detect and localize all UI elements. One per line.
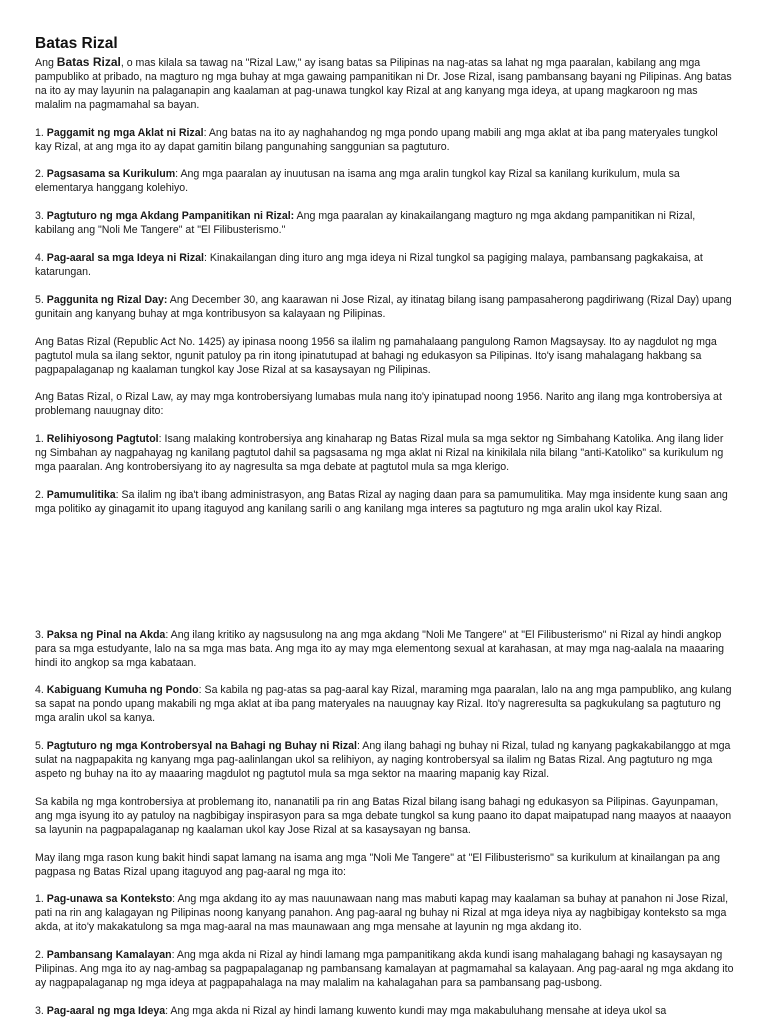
provision-item (35, 294, 734, 322)
item-number: 2. (35, 488, 47, 501)
item-heading: Pag-aaral sa mga Ideya ni Rizal (46, 252, 204, 265)
item-text: : Isang malaking kontrobersiya ang kinaharap ng Batas Rizal mula sa mga sektor ng Simbahang Katolika. Ang ilang lider ng Simbahan ay nagpahayag ng kanilang pagtutol dahil sa pagsasama ng mga aklat ni Rizal na kinikilala nila bilang "anti-Katoliko" sa kurikulum ng mga paaralan. Ang kontrobersiyang ito ay nagresulta sa mga debate at pagtutol mula sa mga klerigo. (35, 433, 724, 474)
item-number: 1. (35, 433, 47, 446)
item-number: 5. (35, 293, 47, 306)
item-text: : Ang mga akdang ito ay mas nauunawaan nang mas mabuti kapag may kaalaman sa buhay at panahon ni Jose Rizal, pati na rin ang kalagayan ng Pilipinas noong kanyang panahon. Ang pag-aaral ng buhay ni Rizal at mga ideya niya ay nagbibigay konteksto sa mga akda, at ito'y makakatulong sa mga mag-aaral na mas maunawaan ang mga mensahe at layunin ng mga akdang ito. (35, 893, 729, 934)
item-text: : Ang mga akda ni Rizal ay hindi lamang mga pampanitikang akda kundi isang mahalagang bahagi ng kasaysayan ng Pilipinas. Ang mga ito ay nag-ambag sa pagpapalaganap ng pambansang kamalayan at pagmamahal sa kalayaan. Ang pag-aaral ng mga akdang ito ay nagpapalaganap ng mga ideya at pagpapahalaga na may malalim na kahalagahan para sa pambansang pag-usbong. (35, 949, 734, 989)
item-text: : Ang mga paaralan ay inuutusan na isama ang mga aralin tungkol kay Rizal sa kanilang kurikulum, mula sa elementarya hanggang kolehiyo. (35, 168, 680, 195)
page-title: Batas Rizal (35, 35, 118, 52)
item-number: 2. (35, 168, 47, 181)
controversy-item (35, 489, 734, 517)
history-paragraph: Ang Batas Rizal (Republic Act No. 1425) ay ipinasa noong 1956 sa ilalim ng pamahalaang pangulong Ramon Magsaysay. Ito ay nagdulot ng mga pagtutol mula sa ilang sektor, ngunit patuloy pa rin itong ipinatutupad at bahagi ng edukasyon sa Pilipinas. Ito'y isang mahalagang hakbang sa pagpapalaganap ng kaalaman tungkol kay Jose Rizal at sa kasaysayan ng Pilipinas. (35, 335, 717, 376)
item-text: : Kinakailangan ding ituro ang mga ideya ni Rizal tungkol sa pagiging malaya, pambansang pagkakaisa, at katarungan. (35, 252, 703, 278)
intro-pre: Ang (35, 57, 57, 69)
item-number: 3. (35, 1004, 47, 1017)
page-break-gap (35, 531, 734, 629)
item-text: : Sa kabila ng pag-atas sa pag-aaral kay Rizal, maraming mga paaralan, lalo na ang mga pampubliko, ang kulang sa sapat na pondo upang makabili ng mga aklat at iba pang materyales na nauugnay kay Rizal. Ito'y nagreresulta sa pagkukulang sa pagtuturo ng mga aralin ukol sa kanya. (35, 684, 732, 725)
item-heading: Paggunita ng Rizal Day: (46, 293, 168, 306)
reason-item (35, 893, 734, 935)
item-heading: Pagtuturo ng mga Akdang Pampanitikan ni Rizal: (46, 210, 295, 223)
intro-paragraph (35, 56, 734, 113)
item-number: 5. (35, 740, 47, 753)
item-text: Ang December 30, ang kaarawan ni Jose Rizal, ay itinatag bilang isang pampasaherong pagdiriwang (Rizal Day) upang gunitain ang kanyang buhay at mga kontribusyon sa kalayaan ng Pilipinas. (35, 293, 732, 320)
controversy-item (35, 433, 734, 475)
item-heading: Relihiyosong Pagtutol (46, 433, 159, 446)
item-heading: Pambansang Kamalayan (46, 949, 172, 962)
item-text: : Sa ilalim ng iba't ibang administrasyon, ang Batas Rizal ay naging daan para sa pamumulitika. May mga insidente kung saan ang mga politiko ay ginagamit ito upang itaguyod ang kanilang sarili o ang kanilang mga interes sa pagtuturo ng mga aralin ukol kay Rizal. (35, 488, 728, 515)
intro-text: , o mas kilala sa tawag na "Rizal Law," ay isang batas sa Pilipinas na nag-atas sa lahat ng mga paaralan, kabilang ang mga pampubliko at pribado, na magturo ng mga buhay at mga gawaing pampanitikan ni Dr. Jose Rizal, isang pambansang bayani ng Pilipinas. Ang batas na ito ay may layunin na palaganapin ang kaalaman at pag-unawa tungkol kay Rizal at ang kanyang mga ideya, at upang magkaroon ng mas malalim na pagmamahal sa bayan. (35, 57, 732, 111)
item-text: : Ang mga akda ni Rizal ay hindi lamang kuwento kundi may mga makabuluhang mensahe at ideya ukol sa (165, 1004, 667, 1017)
item-number: 4. (35, 252, 47, 265)
controversy-item (35, 629, 734, 671)
item-number: 2. (35, 949, 47, 962)
controversy-intro-paragraph: Ang Batas Rizal, o Rizal Law, ay may mga kontrobersiyang lumabas mula nang ito'y ipinatupad noong 1956. Narito ang ilang mga kontrobersiya at problemang nauugnay dito: (35, 391, 722, 418)
provision-item (35, 210, 734, 238)
item-heading: Pag-unawa sa Konteksto (46, 893, 173, 906)
provision-item (35, 127, 734, 155)
item-number: 1. (35, 126, 47, 139)
provision-item (35, 252, 734, 280)
intro-bold: Batas Rizal (56, 55, 121, 69)
item-text: : Ang ilang bahagi ng buhay ni Rizal, tulad ng kanyang pagkakabilanggo at mga sulat na nagpapakita ng kanyang mga pag-aalinlangan ukol sa relihiyon, ay naging kontrobersyal sa ilalim ng Batas Rizal. Ang pagtuturo ng mga aspeto ng buhay na ito ay maaaring magdulot ng pagtutol mula sa mga sektor na maaring mapanig kay Rizal. (35, 740, 731, 780)
item-number: 1. (35, 893, 47, 906)
item-number: 4. (35, 684, 47, 697)
reason-item (35, 1005, 734, 1019)
item-text: : Ang ilang kritiko ay nagsusulong na ang mga akdang "Noli Me Tangere" at "El Filibusterismo" ni Rizal ay hindi angkop para sa mga estudyante, lalo na sa mga mas bata. Ang mga ito ay may mga elementong sexual at karahasan, at may mga nag-aalala na maaaring hindi ito angkop sa mga kabataan. (35, 628, 724, 669)
item-heading: Paggamit ng mga Aklat ni Rizal (46, 126, 204, 139)
reason-item (35, 949, 734, 991)
item-number: 3. (35, 210, 47, 223)
item-heading: Pag-aaral ng mga Ideya (46, 1004, 166, 1017)
item-text: Ang mga paaralan ay kinakailangang magturo ng mga akdang pampanitikan ni Rizal, kabilang ang "Noli Me Tangere" at "El Filibusterismo." (35, 210, 696, 237)
controversy-item (35, 740, 734, 782)
item-heading: Paksa ng Pinal na Akda (46, 628, 166, 641)
reasons-intro-paragraph: May ilang mga rason kung bakit hindi sapat lamang na isama ang mga "Noli Me Tangere" at "El Filibusterismo" sa kurikulum at kinailangan pa ang pagpasa ng Batas Rizal upang itaguyod ang pag-aaral ng mga ito: (35, 851, 720, 878)
conclusion-paragraph: Sa kabila ng mga kontrobersiya at problemang ito, nananatili pa rin ang Batas Rizal bilang isang bahagi ng edukasyon sa Pilipinas. Gayunpaman, ang mga isyung ito ay patuloy na nagbibigay inspirasyon para sa mga debate tungkol sa kung paano ito dapat maipatupad nang maayos at naaayon sa layunin na pagpapalaganap ng kaalaman ukol kay Jose Rizal at sa kasaysayan ng bansa. (35, 795, 732, 836)
controversy-item (35, 684, 734, 726)
item-number: 3. (35, 628, 47, 641)
item-heading: Pagsasama sa Kurikulum (46, 168, 176, 181)
provision-item (35, 168, 734, 196)
item-heading: Pamumulitika (46, 488, 116, 501)
item-text: : Ang batas na ito ay naghahandog ng mga pondo upang mabili ang mga aklat at iba pang materyales tungkol kay Rizal, at ang mga ito ay dapat gamitin bilang pangunahing sanggunian sa pagtuturo. (35, 126, 718, 153)
item-heading: Kabiguang Kumuha ng Pondo (46, 684, 199, 697)
item-heading: Pagtuturo ng mga Kontrobersyal na Bahagi ng Buhay ni Rizal (46, 740, 357, 753)
